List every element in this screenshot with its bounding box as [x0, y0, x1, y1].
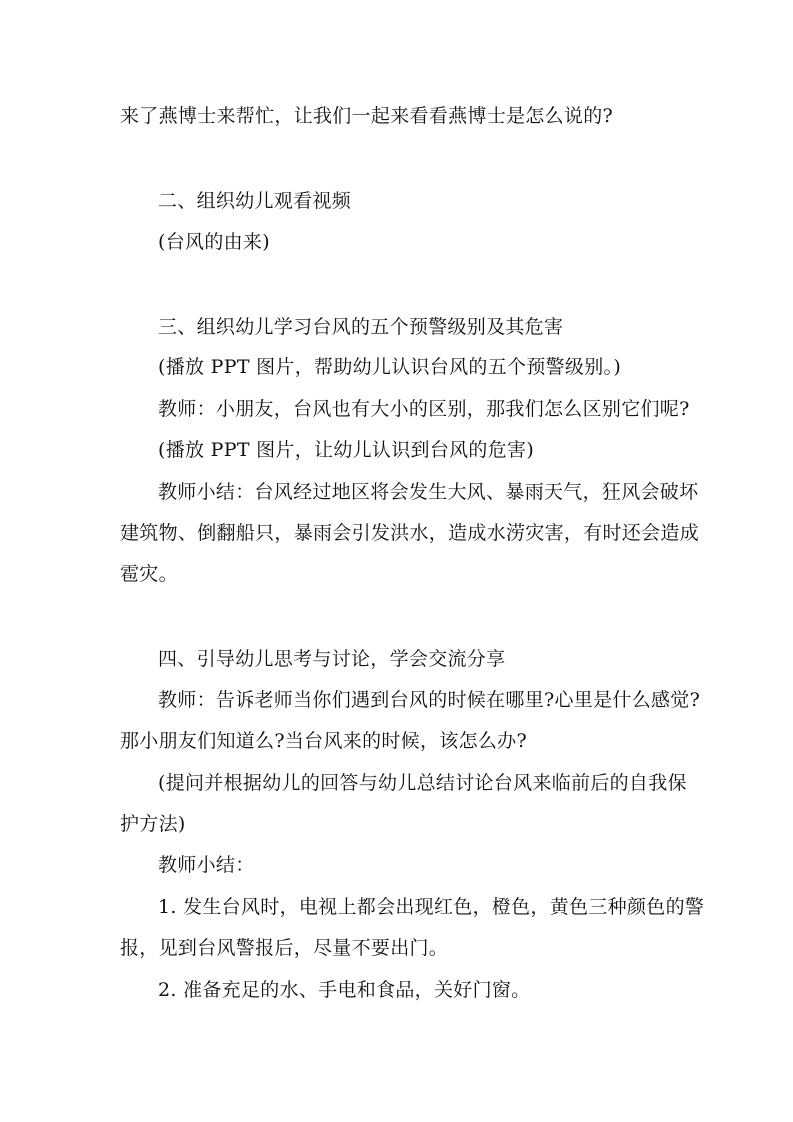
list-item-2: 2. 准备充足的水、手电和食品，关好门窗。 — [158, 979, 531, 1001]
text-line-10: 雹灾。 — [120, 563, 178, 585]
text-line-8: 教师小结：台风经过地区将会发生大风、暴雨天气，狂风会破坏 — [158, 481, 699, 503]
text-line-13: 那小朋友们知道么?当台风来的时候，该怎么办? — [120, 730, 527, 752]
list-item-1: 1. 发生台风时，电视上都会出现红色，橙色，黄色三种颜色的警 — [158, 896, 705, 918]
text-line-3: (台风的由来) — [158, 231, 270, 253]
section-heading-3: 三、组织幼儿学习台风的五个预警级别及其危害 — [158, 316, 564, 338]
text-line-12: 教师：告诉老师当你们遇到台风的时候在哪里?心里是什么感觉? — [158, 689, 701, 711]
text-line-6: 教师：小朋友，台风也有大小的区别，那我们怎么区别它们呢? — [158, 398, 690, 420]
text-line-14: (提问并根据幼儿的回答与幼儿总结讨论台风来临前后的自我保 — [158, 772, 687, 794]
text-line-1: 来了燕博士来帮忙，让我们一起来看看燕博士是怎么说的? — [120, 105, 613, 127]
text-line-5: (播放 PPT 图片，帮助幼儿认识台风的五个预警级别。) — [158, 356, 622, 378]
text-line-15: 护方法) — [120, 813, 186, 835]
text-line-18: 报，见到台风警报后，尽量不要出门。 — [120, 937, 449, 959]
text-line-7: (播放 PPT 图片，让幼儿认识到台风的危害) — [158, 439, 535, 461]
section-heading-2: 二、组织幼儿观看视频 — [158, 190, 352, 212]
text-line-9: 建筑物、倒翻船只，暴雨会引发洪水，造成水涝灾害，有时还会造成 — [120, 522, 700, 544]
text-line-16: 教师小结： — [158, 854, 255, 876]
section-heading-4: 四、引导幼儿思考与讨论，学会交流分享 — [158, 648, 506, 670]
